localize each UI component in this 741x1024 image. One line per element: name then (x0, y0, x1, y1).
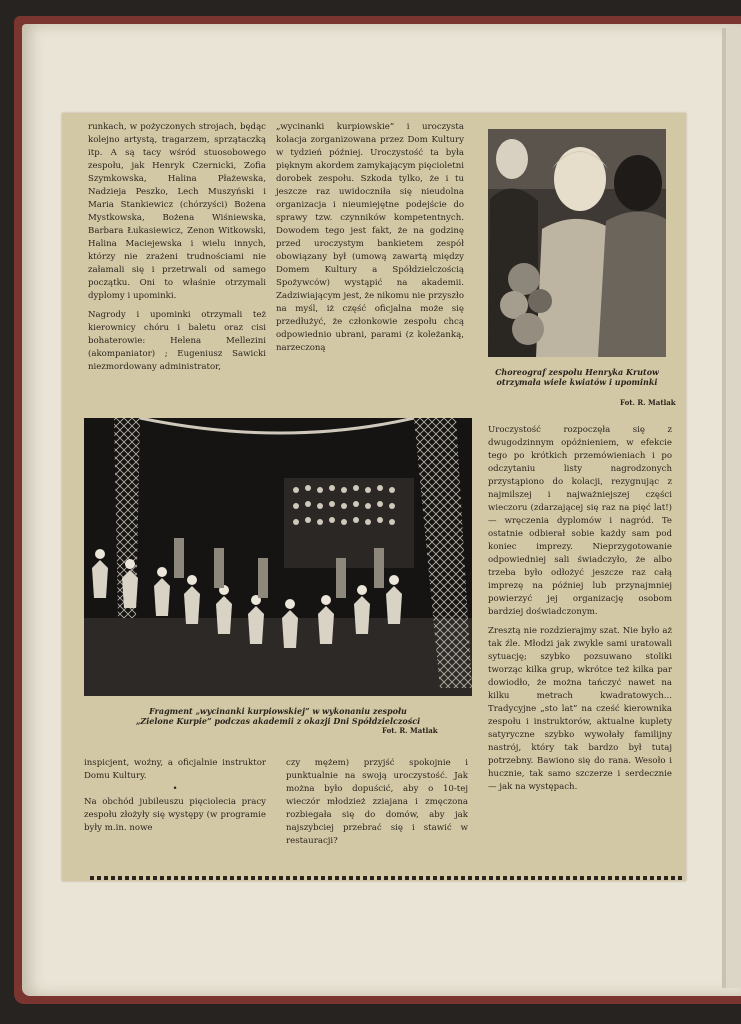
column-3-text-b: Zresztą nie rozdzierajmy szat. Nie było aż tak źle. Młodzi jak zwykle sami uratowali sytuację; szybko pozsuwano stoliki tworząc kilka grup, wkrótce też kilka par dowiodło, że można tańczyć nawet na kilku metrach kwadratowych... Tradycyjne „sto lat” na cześć kierownika zespołu i instruktorów, aktualne kuplety satyryczne szybko wywołały familijny nastrój, który tak bardzo był tutaj potrzebny. Bawiono się do rana. Wesoło i hucznie, tak samo szczerze i serdecznie — jak na występach. (488, 626, 672, 792)
column-2-text: „wycinanki kurpiowskie” i uroczysta kolacja zorganizowana przez Dom Kultury w tydzień później. Uroczystość ta była pięknym akordem zamykającym pięcioletni dorobek zespołu. Szkoda tylko, że i tu jeszcze raz uwidoczniła się nieudolna organizacja i nieumiejętne podejście do sprawy tzw. czynników kompetentnych. Dowodem tego jest fakt, że na godzinę przed uroczystym bankietem zespół obowiązany był (umową zawartą między Domem Kultury a Spółdzielczością Spożywców) wystąpić na akademii. Zadziwiającym jest, że nikomu nie przyszło na myśl, iż część oficjalna może się przedłużyć, że członkowie zespołu chcą odpowiednio ubrani, parami (z koleżanką, narzeczoną (276, 122, 464, 353)
article-column-5 (286, 757, 468, 848)
column-4-text-b: Na obchód jubileuszu pięciolecia pracy zespołu złożyły się występy (w programie były m.in. nowe (84, 797, 266, 833)
photo-choreographer-image (488, 129, 666, 357)
next-page-edge (726, 28, 741, 988)
photo-2-caption-line-2: „Zielone Kurpie” podczas akademii z okazji Dni Spółdzielczości (135, 716, 421, 726)
article-column-1 (88, 121, 266, 374)
section-bullet: • (172, 784, 178, 794)
photo-1-caption: Choreograf zespołu Henryka Krutow otrzymała wiele kwiatów i upominki (495, 367, 659, 387)
article-column-3 (488, 424, 672, 794)
column-4-text-a: inspicjent, woźny, a oficjalnie instruktor Domu Kultury. (84, 758, 266, 781)
column-1-text: runkach, w pożyczonych strojach, będąc kolejno artystą, tragarzem, sprzątaczką itp. A są tacy wśród stuosobowego zespołu, jak Henryk Czernicki, Zofia Szymkowska, Halina Płażewska, Nadzieja Peszko, Lech Muszyński i Maria Stankiewicz (chórzyści) Bożena Mystkowska, Bożena Wiśniewska, Barbara Łukasiewicz, Zenon Witkowski, Halina Maciejewska i wielu innych, którzy nie zrażeni trudnościami nie załamali się i przetrwali od samego początku. Oni to właśnie otrzymali dyplomy i upominki. (88, 122, 266, 301)
photo-2-caption (84, 706, 472, 726)
photo-ensemble-stage (84, 418, 472, 696)
photo-2-credit: Fot. R. Matlak (382, 726, 438, 735)
column-1-text-b: Nagrody i upominki otrzymali też kierownicy chóru i baletu oraz cisi bohaterowie: Helena Mellezini (akompaniator) ; Eugeniusz Sawicki niezmordowany administrator, (88, 310, 266, 372)
column-5-text: czy mężem) przyjść spokojnie i punktualnie na swoją uroczystość. Jak można było dopuścić, aby o 10-tej wieczór młodzież zziajana i zmęczona rozbiegała się do domów, aby jak najszybciej przebrać się i stawić w restauracji? (286, 758, 468, 846)
photo-choreographer (488, 129, 666, 357)
photo-ensemble-image (84, 418, 472, 696)
article-column-4 (84, 757, 266, 835)
photo-1-credit: Fot. R. Matlak (620, 398, 676, 407)
dashed-bottom-rule (90, 876, 682, 880)
column-3-text-a: Uroczystość rozpoczęła się z dwugodzinnym opóźnieniem, w efekcie tego po krótkich przemówieniach i po odczytaniu listy nagrodzonych przystąpiono do kolacji, rezygnując z najmilszej i najważniejszej części wieczoru (zdarzającej się raz na pięć lat!) — wręczenia dyplomów i nagród. Te ostatnie odbierał sobie każdy sam pod koniec imprezy. Nieprzygotowanie odpowiedniej sali świadczyło, że albo trzeba było odłożyć jeszcze raz całą imprezę na później lub przynajmniej powierzyć jej organizację osobom bardziej doświadczonym. (488, 425, 672, 617)
photo-2-caption-line-1: Fragment „wycinanki kurpiowskiej” w wykonaniu zespołu (149, 706, 407, 716)
article-column-2 (276, 121, 464, 355)
